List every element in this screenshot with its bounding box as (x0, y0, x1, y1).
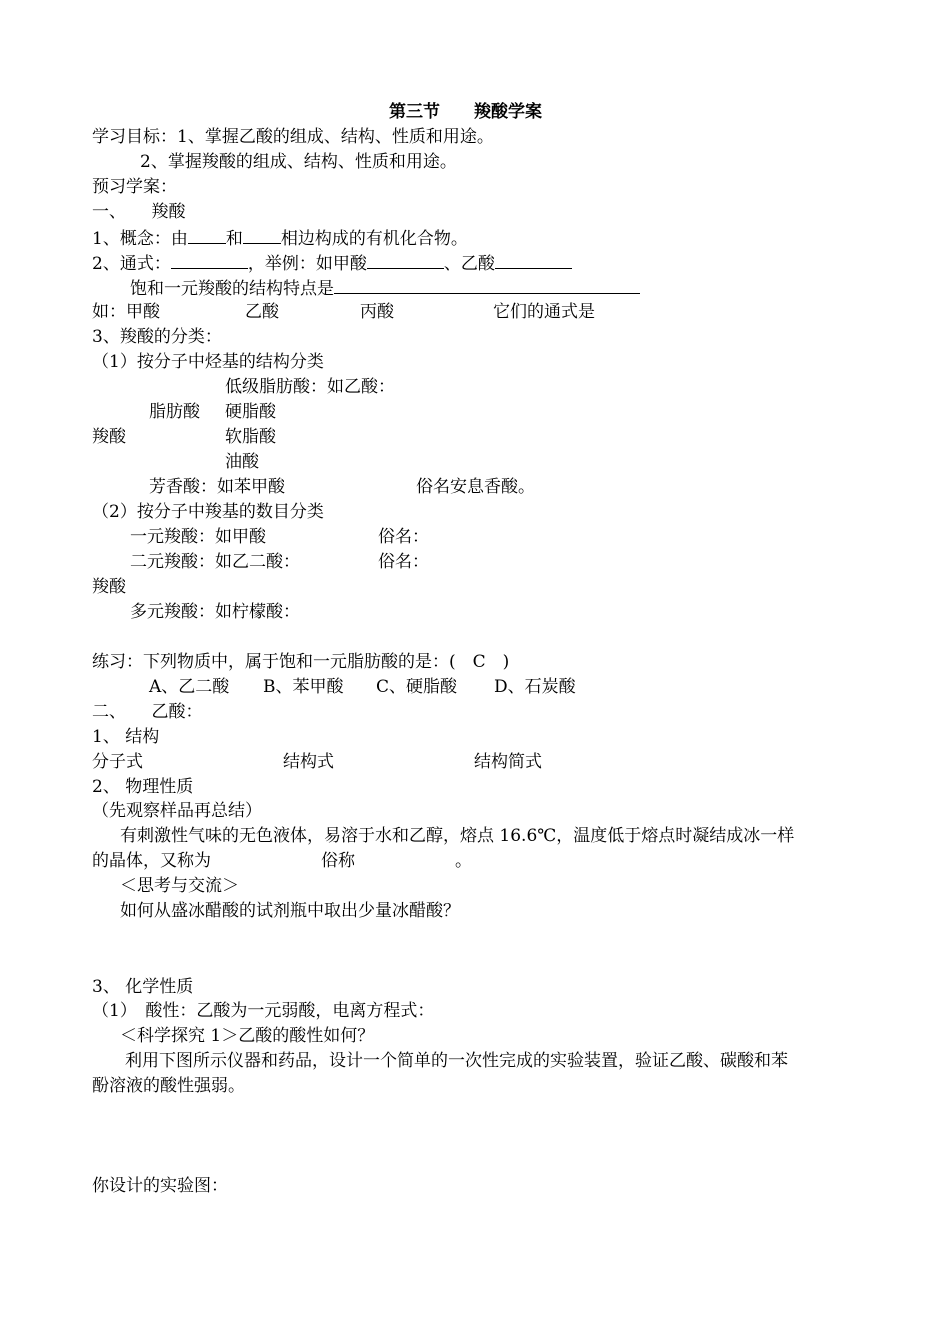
examples-a: 如：甲酸 (92, 302, 160, 322)
formula-text-b: ，举例：如甲酸 (247, 254, 367, 274)
option-d: D、石炭酸 (494, 677, 576, 697)
section-2-heading: 二、 乙酸： (92, 702, 203, 722)
think-exchange-heading: ＜思考与交流＞ (120, 876, 239, 896)
examples-b: 乙酸 (245, 302, 279, 322)
your-design-label: 你设计的实验图： (92, 1176, 228, 1196)
low-fatty-acid: 低级脂肪酸：如乙酸： (225, 377, 395, 397)
concept-text-a: 1、概念：由 (92, 229, 188, 249)
aromatic-acid-a: 芳香酸：如苯甲酸 (149, 477, 285, 497)
think-question: 如何从盛冰醋酸的试剂瓶中取出少量冰醋酸？ (120, 901, 460, 921)
concept-text-c: 相边构成的有机化合物。 (280, 229, 468, 249)
physical-description-2b: 俗称 (321, 851, 355, 871)
carboxylic-acid-label-2: 羧酸 (92, 577, 126, 597)
saturated-blank (334, 276, 640, 294)
section-1-heading: 一、 羧酸 (92, 202, 186, 222)
science-explore-heading: ＜科学探究 1＞乙酸的酸性如何？ (120, 1026, 375, 1046)
stearic-acid: 硬脂酸 (225, 402, 276, 422)
physical-description-2c: 。 (455, 851, 472, 871)
design-instruction-1: 利用下图所示仪器和药品，设计一个简单的一次性完成的实验装置，验证乙酸、碳酸和苯 (125, 1051, 788, 1071)
concept-line (92, 226, 468, 250)
di-acid-b: 俗名： (378, 552, 429, 572)
examples-d: 它们的通式是 (493, 302, 595, 322)
classification-heading: 3、羧酸的分类： (92, 327, 222, 347)
mono-acid-b: 俗名： (378, 527, 429, 547)
formula-blank-2 (367, 251, 444, 269)
physical-description-1: 有刺激性气味的无色液体，易溶于水和乙醇，熔点 16.6℃，温度低于熔点时凝结成冰一样 (120, 826, 795, 846)
preview-heading: 预习学案： (92, 177, 177, 197)
acidity-line: （1） 酸性：乙酸为一元弱酸，电离方程式： (92, 1001, 435, 1021)
oleic-acid: 油酸 (225, 452, 259, 472)
palmitic-acid: 软脂酸 (225, 427, 276, 447)
formula-text-c: 、乙酸 (443, 254, 495, 274)
condensed-formula-label: 结构简式 (474, 752, 542, 772)
option-a: A、乙二酸 (149, 677, 230, 697)
concept-blank-1 (188, 226, 226, 244)
learning-goal-1: 学习目标：1、掌握乙酸的组成、结构、性质和用途。 (92, 127, 494, 147)
concept-blank-2 (243, 226, 281, 244)
carboxylic-acid-label-1: 羧酸 (92, 427, 126, 447)
chemical-properties-heading: 3、 化学性质 (92, 977, 194, 997)
option-b: B、苯甲酸 (263, 677, 344, 697)
observe-note: （先观察样品再总结） (92, 801, 262, 821)
structure-heading: 1、 结构 (92, 727, 160, 747)
classify-by-carboxyl: （2）按分子中羧基的数目分类 (92, 502, 324, 522)
formula-text-a: 2、通式： (92, 254, 171, 274)
classify-by-hydrocarbon: （1）按分子中烃基的结构分类 (92, 352, 324, 372)
physical-properties-heading: 2、 物理性质 (92, 777, 194, 797)
formula-line (92, 251, 572, 275)
saturated-text: 饱和一元羧酸的结构特点是 (130, 279, 334, 299)
formula-blank-3 (495, 251, 572, 269)
design-instruction-2: 酚溶液的酸性强弱。 (92, 1076, 245, 1096)
physical-description-2a: 的晶体，又称为 (92, 851, 211, 871)
learning-goal-2: 2、掌握羧酸的组成、结构、性质和用途。 (140, 152, 457, 172)
structural-formula-label: 结构式 (283, 752, 334, 772)
fatty-acid: 脂肪酸 (149, 402, 200, 422)
practice-question: 练习：下列物质中，属于饱和一元脂肪酸的是：( C ) (92, 652, 510, 672)
option-c: C、硬脂酸 (376, 677, 458, 697)
aromatic-acid-b: 俗名安息香酸。 (416, 477, 535, 497)
poly-acid: 多元羧酸：如柠檬酸： (130, 602, 300, 622)
di-acid-a: 二元羧酸：如乙二酸： (130, 552, 300, 572)
mono-acid-a: 一元羧酸：如甲酸 (130, 527, 266, 547)
formula-blank-1 (171, 251, 248, 269)
page-title: 第三节 羧酸学案 (389, 102, 542, 122)
concept-text-b: 和 (225, 229, 243, 249)
examples-c: 丙酸 (360, 302, 394, 322)
saturated-structure-line (130, 276, 640, 300)
molecular-formula-label: 分子式 (92, 752, 143, 772)
